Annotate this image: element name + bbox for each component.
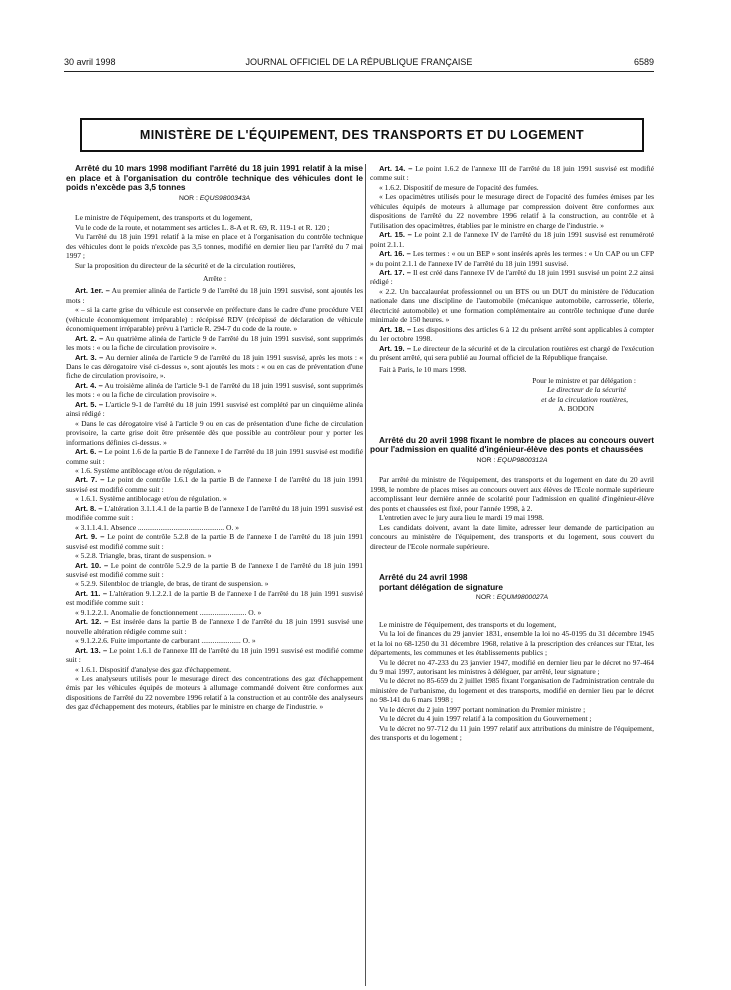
paragraph: Vu le code de la route, et notamment ses articles L. 8-A et R. 69, R. 119-1 et R. 120 ; [75,222,330,232]
column-divider [365,164,366,986]
quote: « 1.6.2. Dispositif de mesure de l'opacité des fumées. [379,182,539,192]
article-7: Art. 7. – Le point de contrôle 1.6.1 de la partie B de l'annexe I de l'arrêté du 18 juin 1991 susvisé est modifié comme suit : [66,475,364,494]
quote: « 9.1.2.2.6. Fuite importante de carburant ..................... O. » [75,636,256,646]
header-date: 30 avril 1998 [64,57,116,67]
article-19: Art. 19. – Le directeur de la sécurité et de la circulation routières est chargé de l'exécution du présent arrêté, qui sera publié au Journal officiel de la République française. [370,343,654,363]
paragraph: Vu le décret du 2 juin 1997 portant nomination du Premier ministre ; [379,704,586,714]
article-4: Art. 4. – Au troisième alinéa de l'article 9-1 de l'arrêté du 18 juin 1991 susvisé, sont supprimés les mots : « ou la fiche de circulation provisoire ». [66,380,363,400]
article-9: Art. 9. – Le point de contrôle 5.2.8 de la partie B de l'annexe I de l'arrêté du 18 juin 1991 susvisé est modifié comme suit : [66,532,364,551]
article-15: Art. 15. – Le point 2.1 de l'annexe IV de l'arrêté du 18 juin 1991 susvisé est renuméroté point 2.1.1. [370,230,654,249]
paragraph: Vu le décret du 4 juin 1997 relatif à la composition du Gouvernement ; [379,714,592,724]
article-3: Art. 3. – Au dernier alinéa de l'article 9 de l'arrêté du 18 juin 1991 susvisé, après les mots : « Dans le cas dérogatoire visé ci-dessus », sont ajoutés les mots : « ou en cas de préventation d'une fiche de circulation provisoire, ». [66,352,363,381]
signatory-name: A. BODON [558,404,594,414]
article-13: Art. 13. – Le point 1.6.1 de l'annexe III de l'arrêté du 18 juin 1991 susvisé est modifié comme suit : [66,645,363,665]
article-14: Art. 14. – Le point 1.6.2 de l'annexe III de l'arrêté du 18 juin 1991 susvisé est modifié comme suit : [370,164,654,183]
paragraph: Le ministre de l'équipement, des transports et du logement, [379,619,557,629]
ministry-banner [80,118,644,152]
paragraph: Vu l'arrêté du 18 juin 1991 relatif à la mise en place et à l'organisation du contrôle technique des véhicules dont le poids n'excède pas 3,5 tonnes, modifié en dernier lieu par l'arrêté du 7 mai 1997 ; [66,232,363,261]
quote: « 9.1.2.2.1. Anomalie de fonctionnement ......................... O. » [75,607,262,617]
paragraph: L'entretien avec le jury aura lieu le mardi 19 mai 1998. [379,513,544,523]
fait-line: Fait à Paris, le 10 mars 1998. [379,364,467,374]
paragraph: Vu la loi de finances du 29 janvier 1831, ensemble la loi no 45-0195 du 31 décembre 1945 et la loi no 68-1250 du 31 décembre 1968, relative à la prescription des créances sur l'Etat, les départements, les communes et les établissements publics ; [370,629,654,658]
nor-code: EQUP9800312A [497,456,548,464]
header-journal: JOURNAL OFFICIEL DE LA RÉPUBLIQUE FRANÇAISE [245,57,473,67]
article-10: Art. 10. – Le point de contrôle 5.2.9 de la partie B de l'annexe I de l'arrêté du 18 juin 1991 susvisé est modifié comme suit : [66,560,363,579]
paragraph: Vu le décret no 97-712 du 11 juin 1997 relatif aux attributions du ministre de l'équipement, des transports et du logement ; [370,723,654,743]
header-rule [64,71,654,72]
article-8: Art. 8. – L'altération 3.1.1.4.1 de la partie B de l'annexe I de l'arrêté du 18 juin 1991 susvisé est modifiée comme suit : [66,503,363,523]
article-12: Art. 12. – Est insérée dans la partie B de l'annexe I de l'arrêté du 18 juin 1991 susvisé une nouvelle altération rédigée comme suit : [66,617,363,636]
header-page-number: 6589 [633,57,654,67]
signature-line: Le directeur de la sécurité [547,385,626,395]
article-11: Art. 11. – L'altération 9.1.2.2.1 de la partie B de l'annexe I de l'arrêté du 18 juin 1991 susvisé est modifiée comme suit : [66,588,363,608]
quote: « 1.6.1. Dispositif d'analyse des gaz d'échappement. [75,664,231,674]
paragraph: Sur la proposition du directeur de la sécurité et de la circulation routières, [75,260,296,270]
paragraph: Les candidats doivent, avant la date limite, adresser leur demande de participation au concours au ministère de l'équipement, des transports et du logement, sous couvert du directeur de l'Ecole normale supérieure. [370,522,654,551]
quote: « Dans le cas dérogatoire visé à l'article 9 ou en cas de présentation d'une fiche de circulation provisoire, la carte grise doit être présentée dès que possible au contrôleur pour y porter les informations définies ci-dessus. » [66,418,363,447]
nor-code: EQUM9800027A [496,594,549,602]
arrete-heading: Arrête : [202,273,227,283]
quote: « 1.6.1. Système antiblocage et/ou de régulation. » [75,494,227,504]
arrete-subtitle: portant délégation de signature [379,581,504,592]
signature-line: et de la circulation routières, [541,394,628,404]
nor-line: NOR : EQUS9800343A [178,194,251,202]
article-17: Art. 17. – Il est créé dans l'annexe IV de l'arrêté du 18 juin 1991 susvisé un point 2.2 ainsi rédigé : [370,267,655,287]
article-5: Art. 5. – L'article 9-1 de l'arrêté du 18 juin 1991 susvisé est complété par un cinquième alinéa ainsi rédigé : [66,399,363,419]
quote: « 5.2.8. Triangle, bras, tirant de suspension. » [75,551,212,561]
arrete-title: Arrêté du 10 mars 1998 modifiant l'arrêté du 18 juin 1991 relatif à la mise en place et à l'organisation du contrôle technique des véhicules dont le poids n'excède pas 3,5 tonnes [66,163,363,193]
quote: « – si la carte grise du véhicule est conservée en préfecture dans le cadre d'une procédure VEI (véhicule économiquement irréparable) : récépissé RDV (récépissé de déclaration de véhicule économiquement irréparable) prévu à l'article R. 294-7 du code de la route. » [66,305,363,334]
arrete-title: Arrêté du 20 avril 1998 fixant le nombre de places au concours ouvert pour l'admission en qualité d'ingénieur-élève des ponts et chaussées [370,434,654,455]
quote: « 2.2. Un baccalauréat professionnel ou un BTS ou un DUT du ministère de l'éducation nationale dans une discipline de l'automobile (mécanique automobile, carrosserie, tôlerie, électricité automobile) et une formation complémentaire au contrôle technique d'une durée minimale de 150 heures. » [370,286,654,325]
ministry-title: MINISTÈRE DE L'ÉQUIPEMENT, DES TRANSPORTS ET DU LOGEMENT [139,128,585,142]
page-header [64,57,654,71]
signature-line: Pour le ministre et par délégation : [532,375,636,385]
article-18: Art. 18. – Les dispositions des articles 6 à 12 du présent arrêté sont applicables à compter du 1er octobre 1998. [370,324,654,344]
paragraph: Vu le décret no 85-659 du 2 juillet 1985 fixant l'organisation de l'administration centrale du ministère de l'urbanisme, du logement et des transports, modifié en dernier lieu par le décret no 98-141 du 6 mars 1998 ; [370,676,654,705]
left-column [66,164,363,712]
paragraph: Vu le décret no 47-233 du 23 janvier 1947, modifié en dernier lieu par le décret no 97-464 du 9 mai 1997, autorisant les ministres à déléguer, par arrêté, leur signature ; [370,657,654,676]
quote: « 3.1.1.4.1. Absence .............................................. O. » [75,522,239,532]
paragraph: Le ministre de l'équipement, des transports et du logement, [75,213,253,223]
nor-code: EQUS9800343A [199,194,251,202]
article-6: Art. 6. – Le point 1.6 de la partie B de l'annexe I de l'arrêté du 18 juin 1991 susvisé est modifié comme suit : [66,447,364,466]
quote: « 1.6. Système antiblocage et/ou de régulation. » [75,466,222,476]
paragraph: Par arrêté du ministre de l'équipement, des transports et du logement en date du 20 avril 1998, le nombre de places mises au concours ouvert aux élèves de l'Ecole normale supérieure accomplissant leur dernière année de scolarité pour l'admission en qualité d'ingénieur-élève des ponts et chaussées est fixé, pour l'année 1998, à 2. [370,475,654,513]
article-2: Art. 2. – Au quatrième alinéa de l'article 9 de l'arrêté du 18 juin 1991 susvisé, sont supprimés les mots : « ou la fiche de circulation provisoire ». [66,333,364,353]
quote: « Les analyseurs utilisés pour le mesurage direct des concentrations des gaz d'échappement émis par les véhicules équipés de moteurs à allumage commandé doivent être conformes aux dispositions de l'arrêté du 22 novembre 1996 relatif à la construction et au contrôle des analyseurs des gaz d'échappement des moteurs, établies par le ministre en charge de l'industrie. » [66,673,363,712]
quote: « 5.2.9. Silentbloc de triangle, de bras, de tirant de suspension. » [75,579,269,589]
arrete-title: Arrêté du 24 avril 1998 [379,572,468,583]
quote: « Les opacimètres utilisés pour le mesurage direct de l'opacité des fumées émises par les véhicules équipés de moteurs à allumage par compression doivent être conformes aux dispositions de l'arrêté du 22 novembre 1996 relatif à la construction, au contrôle et à l'utilisation des opacimètres, établies par le ministre en charge de l'industrie. » [370,192,654,230]
article-16: Art. 16. – Les termes : « ou un BEP » sont insérés après les termes : « Un CAP ou un CFP » du point 2.1.1 de l'annexe IV de l'arrêté du 18 juin 1991 susvisé. [370,249,655,268]
nor-line: NOR : EQUP9800312A [476,456,548,464]
article-1: Art. 1er. – Au premier alinéa de l'article 9 de l'arrêté du 18 juin 1991 susvisé, sont ajoutés les mots : [66,286,363,305]
nor-line: NOR : EQUM9800027A [475,594,549,602]
right-column [370,164,654,743]
